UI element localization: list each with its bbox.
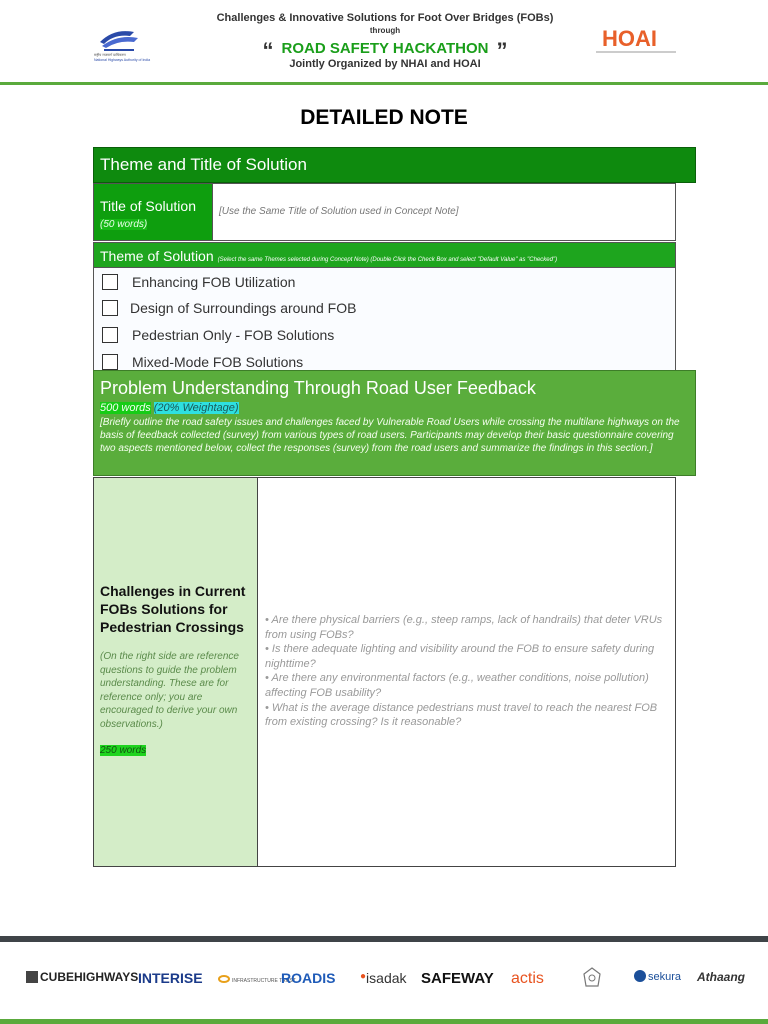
checkbox[interactable] — [102, 300, 118, 316]
problem-title: Problem Understanding Through Road User Feedback — [100, 378, 536, 398]
theme-of-solution-bar — [93, 242, 676, 268]
sponsor-logo-sekura: sekura — [634, 970, 681, 983]
swoosh-icon — [218, 975, 230, 983]
cube-icon — [26, 971, 38, 983]
footer-bar — [0, 936, 768, 942]
sponsor-logo-cubehighways: CUBEHIGHWAYS — [26, 970, 138, 984]
hoai-logo — [594, 22, 678, 56]
sponsor-logo-infrastructure-trust: INFRASTRUCTURE TRUST — [218, 975, 296, 984]
theme-section-bar: Theme and Title of Solution — [93, 147, 696, 183]
checkbox[interactable] — [102, 327, 118, 343]
challenges-guide: (On the right side are reference questions to guide the problem understanding. These are for reference only; you are encouraged to derive your own observations.) — [100, 651, 239, 730]
problem-description: [Briefly outline the road safety issues and challenges faced by Vulnerable Road Users while crossing the multilane highways on the basis of feedback collected (survey) from various types of road users. Participants may develop their basic questionnaire covering two aspects mentioned below, collect the responses (survey) from the road users and summarize the findings in this section.] — [100, 417, 680, 454]
hackathon-title: ROAD SAFETY HACKATHON — [281, 40, 489, 57]
challenges-row — [93, 477, 676, 867]
header-through: through — [369, 26, 401, 35]
sponsor-logo-actis: actis — [511, 970, 544, 987]
problem-section — [93, 370, 696, 476]
reference-question: • What is the average distance pedestrians must travel to reach the nearest FOB from existing crossing? Is it reasonable? — [265, 701, 658, 729]
emblem-icon — [580, 966, 604, 990]
challenges-input-field[interactable] — [258, 478, 675, 866]
option-label: Enhancing FOB Utilization — [132, 274, 296, 290]
svg-text:HOAI: HOAI — [602, 26, 657, 51]
sponsor-logo-roadis: ROADIS — [281, 970, 336, 986]
challenges-heading: Challenges in Current FOBs Solutions for Pedestrian Crossings — [100, 583, 246, 635]
header-rule — [0, 82, 768, 85]
sponsor-logo-isadak: ●isadak — [360, 970, 407, 986]
page-title: DETAILED NOTE — [300, 106, 468, 129]
header-line1: Challenges & Innovative Solutions for Foot Over Bridges (FOBs) — [216, 12, 554, 24]
reference-question: • Are there any environmental factors (e.g., weather conditions, noise pollution) affecting FOB usability? — [265, 672, 649, 699]
challenges-label-cell — [94, 478, 258, 866]
reference-question: • Are there physical barriers (e.g., steep ramps, lack of handrails) that deter VRUs from using FOBs? — [265, 614, 663, 641]
theme-label: Theme of Solution — [100, 248, 214, 264]
quote-close: ” — [496, 38, 508, 63]
problem-word-limit — [100, 402, 689, 414]
theme-checklist — [93, 268, 676, 370]
header-subtitle: Jointly Organized by NHAI and HOAI — [289, 58, 481, 70]
nhai-logo — [94, 22, 178, 64]
sponsor-logo-safeway: SAFEWAY — [421, 970, 494, 987]
theme-option-3[interactable] — [102, 326, 334, 344]
theme-note: (Select the same Themes selected during Concept Note) (Double Click the Check Box and select "Default Value" as "Checked") — [217, 257, 558, 263]
title-input-field[interactable]: [Use the Same Title of Solution used in Concept Note] — [212, 184, 675, 240]
footer-rule — [0, 1019, 768, 1024]
title-word-limit: (50 words) — [100, 219, 148, 230]
problem-weightage: (20% Weightage) — [153, 402, 239, 414]
option-label: Pedestrian Only - FOB Solutions — [132, 327, 335, 343]
page-header — [0, 0, 768, 86]
reference-question: • Is there adequate lighting and visibility around the FOB to ensure safety during nighttime? — [265, 643, 655, 670]
drop-icon: ● — [360, 971, 367, 982]
nhai-logo-hindi: राष्ट्रीय राजमार्ग प्राधिकरण — [94, 53, 126, 57]
title-of-solution-row — [93, 183, 676, 241]
problem-words: 500 words — [100, 402, 151, 414]
theme-option-2[interactable] — [102, 299, 356, 317]
challenges-word-limit: 250 words — [100, 745, 147, 756]
option-label: Design of Surroundings around FOB — [130, 300, 357, 316]
sponsor-logo-interise: INTERISE — [138, 970, 203, 986]
theme-option-4[interactable] — [102, 353, 303, 370]
sekura-icon — [634, 970, 646, 982]
sponsor-logo-athaang: Athaang — [697, 970, 745, 984]
checkbox[interactable] — [102, 354, 118, 370]
theme-option-1[interactable] — [102, 273, 295, 291]
option-label: Mixed-Mode FOB Solutions — [132, 354, 304, 370]
title-label: Title of Solution — [100, 198, 196, 214]
quote-open: “ — [262, 38, 274, 63]
title-label-cell — [94, 184, 212, 240]
svg-text:National Highways Authority of: National Highways Authority of India — [94, 58, 151, 62]
checkbox[interactable] — [102, 274, 118, 290]
